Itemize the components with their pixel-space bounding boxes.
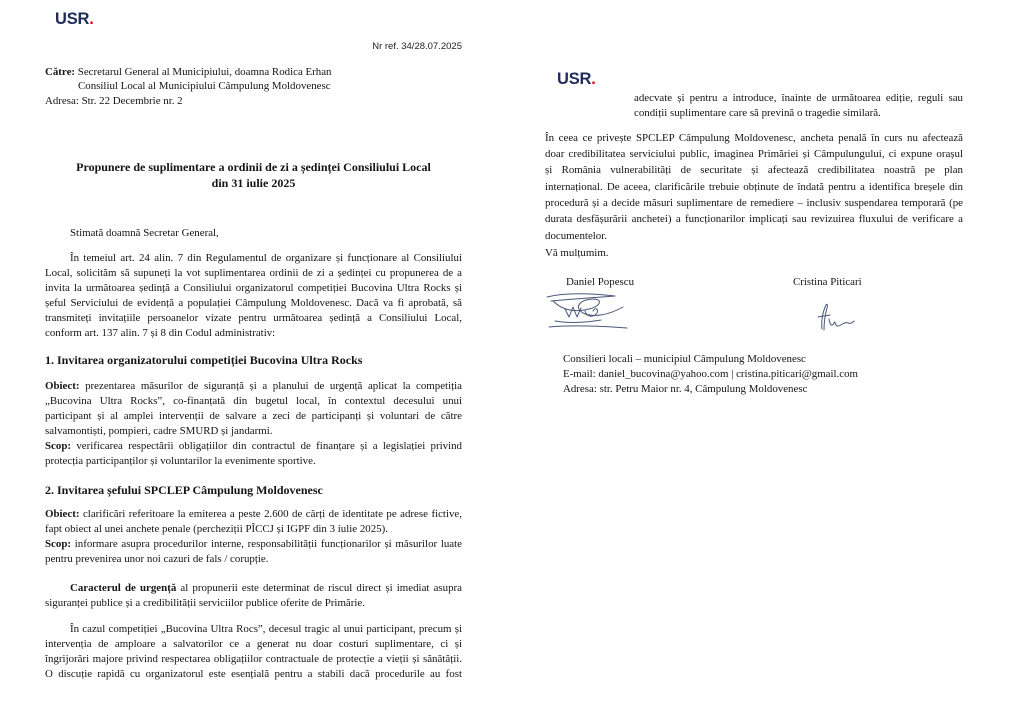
section-1-scope-line [45,439,462,454]
intro-line: șeful Serviciului de evidență a populației Câmpulung Moldovenesc. Dacă va fi aprobată, să [45,296,462,309]
intro-line: conform art. 137 alin. 7 și 8 din Codul administrativ: [45,326,276,339]
section-2-object-line [45,507,462,522]
section-1-object-text: prezentarea măsurilor de siguranță și a planului de urgență aplicat la competiția [85,379,462,392]
intro-line: Local, solicităm să supuneți la vot suplimentarea ordinii de zi a ședinței cu propunerea de a [45,266,462,279]
recipient-block [45,65,462,109]
right-page [512,0,1024,719]
section-2-object-line: fapt obiect al unei anchete penale (percheziții PÎCCJ și IGPF din 3 iulie 2025). [45,522,388,535]
intro-line: În temeiul art. 24 alin. 7 din Regulamentul de organizare și funcționare al Consiliului [70,251,462,264]
logo-dot: . [89,10,94,28]
competition-line: intervenția de amploare a salvatorilor ce a generat nu doar costuri suplimentare, ci și [45,637,462,650]
spclep-line: În ceea ce privește SPCLEP Câmpulung Moldovenesc, ancheta penală în curs nu afectează [545,131,963,144]
section-1-object-line: salvamontiști, pompieri, cadre SMURD și jandarmi. [45,424,273,437]
spclep-paragraph [545,130,963,244]
continuation-paragraph [634,91,963,121]
title-line: Propunere de suplimentare a ordinii de zi a ședinței Consiliului Local [76,160,431,174]
section-1-scope-label: Scop: [45,439,72,452]
spclep-line: procedură și a decide măsuri suplimentare de remediere – inclusiv suspendarea temporară (pe [545,197,963,210]
footer-role: Consilieri locali – municipiul Câmpulung Moldovenesc [563,352,806,365]
footer-email: E-mail: daniel_bucovina@yahoo.com | cristina.piticari@gmail.com [563,367,859,380]
footer-address: Adresa: str. Petru Maior nr. 4, Câmpulung Moldovenesc [563,382,808,395]
signature-daniel-popescu [543,287,631,335]
usr-logo [55,11,94,28]
continuation-line: condiții suplimentare care să prevină o tragedie similară. [634,106,881,119]
section-2-object-label: Obiect: [45,507,80,520]
document-title [45,159,462,191]
section-1-object-label: Obiect: [45,379,80,392]
urgency-paragraph [45,581,462,611]
section-2-scope-line: pentru prevenirea unor noi cazuri de fals / corupție. [45,552,269,565]
continuation-line: adecvate și pentru a introduce, înainte de următoarea ediție, reguli sau [634,91,963,104]
footer-contact [563,352,1003,397]
closing: Vă mulțumim. [545,246,609,259]
recipient-address: Adresa: Str. 22 Decembrie nr. 2 [45,94,183,107]
section-2-scope-line [45,537,462,552]
section-2-object-text: clarificări referitoare la emiterea a peste 2.600 de cărți de identitate pe adrese fictive, [82,507,462,520]
logo-text: USR [557,70,592,88]
section-2-body [45,507,462,567]
intro-line: transmiteți invitațiile persoanelor vizate pentru următoarea ședință a Consiliului Local, [45,311,462,324]
section-1-heading: 1. Invitarea organizatorului competiției Bucovina Ultra Rocks [45,353,363,367]
section-1-body [45,379,462,469]
title-date: din 31 iulie 2025 [211,176,296,190]
spclep-line: durata desfășurării anchetei) a funcționarilor implicați sau revizuirea fluxului de verificare a [545,213,963,226]
competition-line: O discuție rapidă cu organizatorul este esențială pentru a stabili dacă procedurile au fost [45,667,462,680]
salutation: Stimată doamnă Secretar General, [70,226,219,239]
logo-text: USR [55,10,90,28]
signatory-name-daniel-popescu: Daniel Popescu [566,275,635,288]
spclep-line: doar credibilitatea serviciului public, imaginea Primăriei și Câmpulungului, ci expune orașul [545,148,963,161]
section-2-scope-label: Scop: [45,537,72,550]
signatory-name-cristina-piticari: Cristina Piticari [793,275,862,288]
recipient-institution: Consiliul Local al Municipiului Câmpulung Moldovenesc [78,80,331,93]
signature-cristina-piticari [812,299,862,335]
recipient-line [45,65,462,80]
section-1-scope-text: verificarea respectării obligațiilor din contractul de finanțare și a legislației privind [76,439,462,452]
intro-line: invita la următoarea ședință a Consiliului organizatorul competiției Bucovina Ultra Rocks și [45,281,462,294]
competition-paragraph [45,622,462,682]
section-1-object-line [45,379,462,394]
section-1-object-line: participant și al amplei intervenții de salvare a zeci de participanți și voluntari de către [45,409,462,422]
urgency-line: siguranței publice și a credibilității serviciilor publice oferite de Primărie. [45,596,365,609]
recipient-label: Către: [45,65,76,78]
section-2-scope-text: informare asupra procedurilor interne, responsabilității funcționarilor și măsurilor luate [74,537,462,550]
urgency-bold: Caracterul de urgență [70,581,177,594]
section-1-object-line: „Bucovina Ultra Rocks”, co-finanțată din bugetul local, în contextul decesului unui [45,394,462,407]
reference-number: Nr ref. 34/28.07.2025 [372,41,462,52]
logo-dot: . [591,70,596,88]
spclep-line: documentelor. [545,229,607,242]
urgency-text: al propunerii este determinat de riscul direct și imediat asupra [180,581,462,594]
intro-paragraph [45,251,462,341]
section-1-scope-line: protecția participanților și voluntarilor la evenimente sportive. [45,454,316,467]
competition-line: îngrijorări majore privind respectarea obligațiilor contractuale de protecție a vieții și sănătății. [45,652,462,665]
competition-line: În cazul competiției „Bucovina Ultra Rocs”, decesul tragic al unui participant, precum și [70,622,462,635]
spclep-line: și România vulnerabilități de securitate și afectează credibilitatea noastră pe plan [545,164,963,177]
section-2-heading: 2. Invitarea șefului SPCLEP Câmpulung Moldovenesc [45,483,323,497]
usr-logo [557,71,596,88]
recipient-name: Secretarul General al Municipiului, doamna Rodica Erhan [77,65,332,78]
spclep-line: internațional. De aceea, clarificările trebuie obținute de îndată pentru a identifica breșele din [545,180,963,193]
urgency-line [45,581,462,596]
